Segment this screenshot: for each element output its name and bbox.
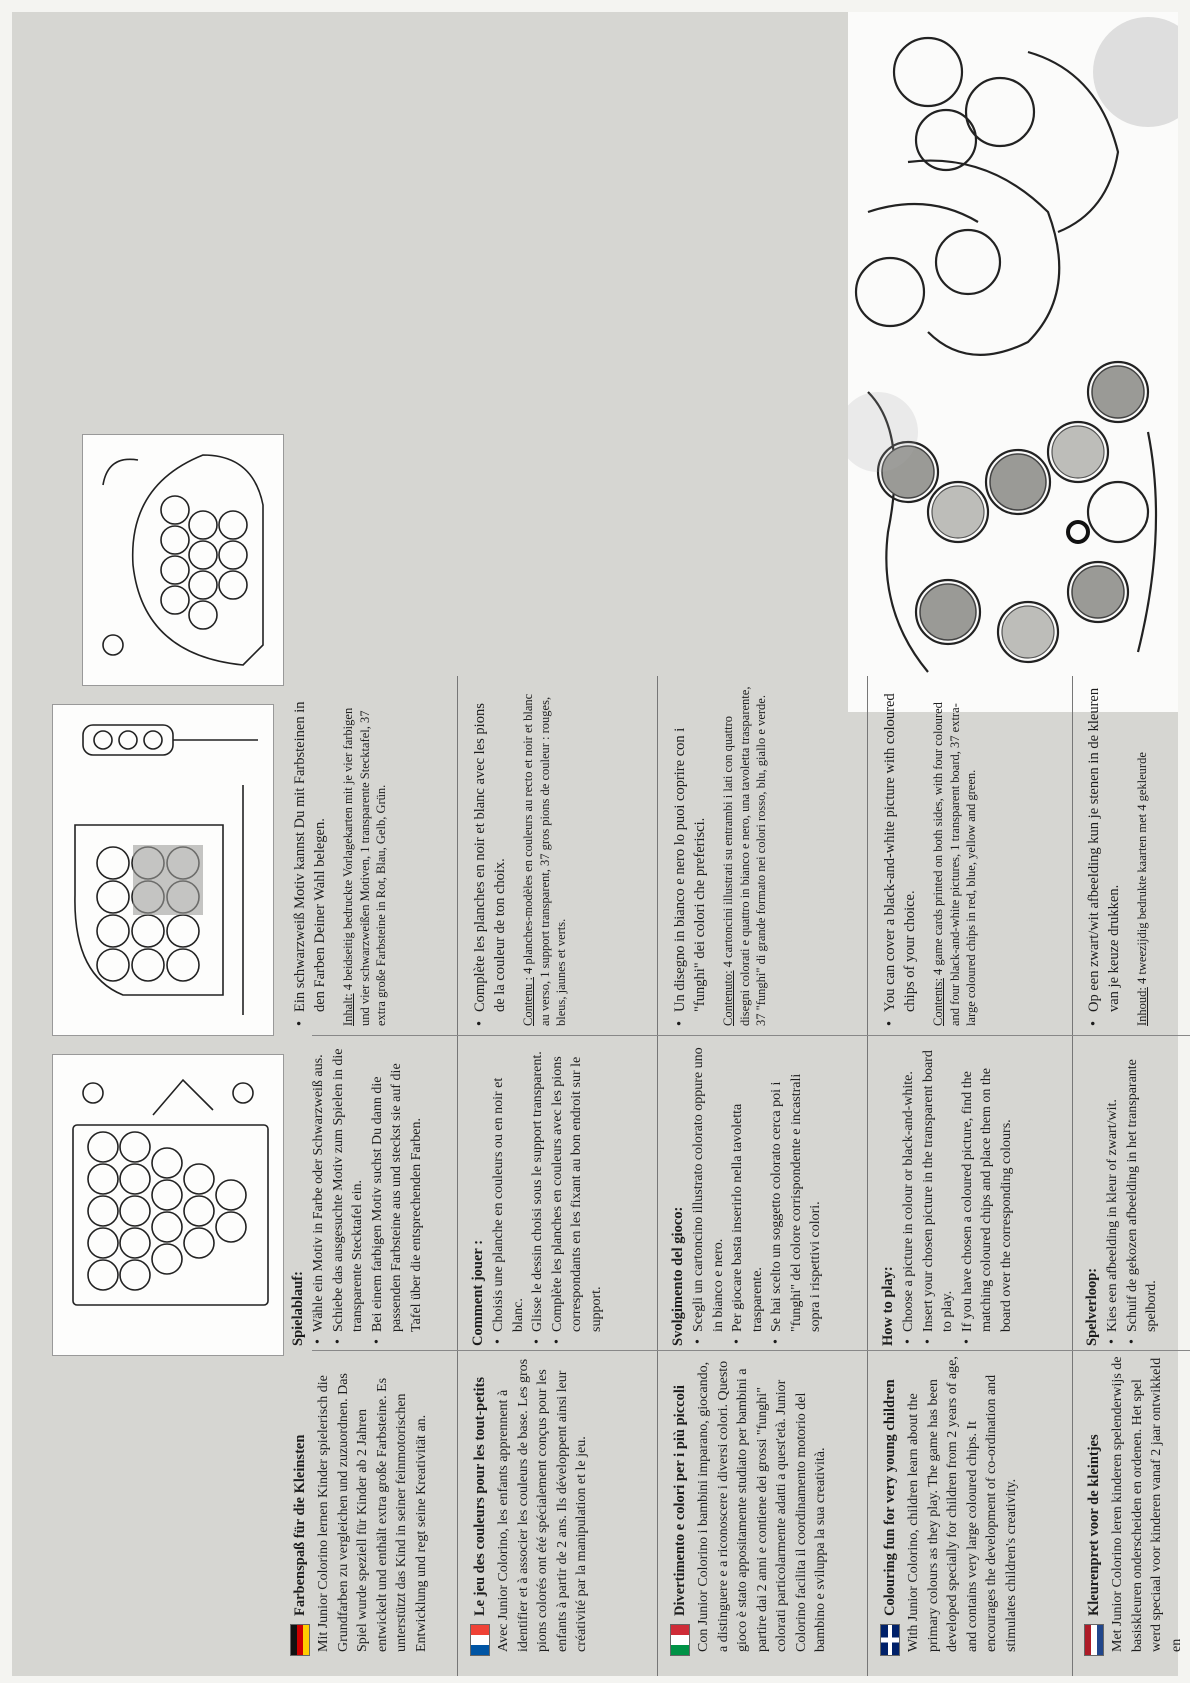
contents-text: Inhoud: 4 tweezijdig bedrukte kaarten met 4 gekleurde (1135, 752, 1149, 1026)
car-drawing (53, 705, 273, 1035)
rotated-content (12, 12, 1184, 1676)
bullet-text: • You can cover a black-and-white picture with coloured chips of your choice. (880, 686, 920, 1026)
step-item: • Glisse le dessin choisi sous le support transparent. (528, 1046, 548, 1332)
play-title: Spelverloop: (1084, 1267, 1100, 1346)
contents-text: Contenuto: 4 cartoncini illustrati su entrambi i lati con quattro disegni colorati e quattro in bianco e nero, una tavoletta trasparente, 37 "funghi" di grande formato nei colori rosso, blu, giallo e verde. (721, 686, 768, 1026)
step-item: • Choose a picture in colour or black-and-white. (899, 1046, 919, 1332)
section-heading: Farbenspaß für die Kleinsten (290, 1356, 310, 1656)
intro-text: Mit Junior Colorino lernen Kinder spielerisch die Grundfarben zu vergleichen und zuzuordnen. Das Spiel wurde speziell für Kinder ab 2 Jahren entwickelt und enthält extra große Farbsteine. Es unterstützt das Kind in seiner feinmotorischen Entwicklung und regt seine Kreativität an. (316, 1373, 429, 1652)
flag-uk-icon (880, 1624, 900, 1656)
step-item: • Per giocare basta inserirlo nella tavoletta trasparente. (728, 1046, 767, 1332)
step-item: • Schiebe das ausgesuchte Motiv zum Spielen in die transparente Stecktafel ein. (329, 1046, 368, 1332)
step-item: • Se hai scelto un soggetto colorato cerca poi i "funghi" del colore corrispondente e incastrali sopra i rispettivi colori. (767, 1046, 826, 1332)
column-separator (312, 1350, 1190, 1351)
step-item: • Insert your chosen picture in the transparent board to play. (919, 1046, 958, 1332)
bullet-text: • Ein schwarzweiß Motiv kannst Du mit Farbsteinen in den Farben Deiner Wahl belegen. (290, 686, 330, 1026)
step-item: • Wähle ein Motiv in Farbe oder Schwarzweiß aus. (309, 1046, 329, 1332)
tower-drawing (53, 1055, 283, 1355)
section-heading: Colouring fun for very young children (880, 1356, 900, 1656)
flag-it-icon (670, 1624, 690, 1656)
row-separator (457, 676, 458, 1676)
play-title: Comment jouer : (470, 1239, 486, 1346)
thumbnail-car (52, 704, 274, 1036)
step-item: • Scegli un cartoncino illustrato colorato oppure uno in bianco e nero. (689, 1046, 728, 1332)
intro-text: Avec Junior Colorino, les enfants apprennent à identifier et à associer les couleurs de base. Les gros pions colorés ont été spécialement conçus pour les enfants à partir de 2 ans. Ils développent ainsi leur créativité par la manipulation et le jeu. (496, 1358, 589, 1652)
intro-text: With Junior Colorino, children learn about the primary colours as they play. The game has been developed specially for children from 2 years of age, and contains very large coloured chips. It encourages the development of co-ordination and stimulates children's creativity. (906, 1356, 1019, 1652)
bullet-text: • Complète les planches en noir et blanc avec les pions de la couleur de ton choix. (470, 686, 510, 1026)
flag-nl-icon (1084, 1624, 1104, 1656)
steps-list (489, 1046, 606, 1346)
thumbnail-tower (52, 1054, 284, 1356)
step-item: • Choisis une planche en couleurs ou en noir et blanc. (489, 1046, 528, 1332)
steps-list (689, 1046, 826, 1346)
intro-text: Con Junior Colorino i bambini imparano, giocando, a distinguere e a riconoscere i diversi colori. Questo gioco è stato appositamente studiato per bambini a partire dai 2 anni e contiene dei grossi "funghi" colorati particolarmente adatti a quest'età. Junior Colorino facilita il coordinamento motorio del bambino e sviluppa la sua creatività. (696, 1360, 828, 1652)
step-item: • Complète les planches en couleurs avec les pions correspondants en les fixant au bon endroit sur le support. (548, 1046, 607, 1332)
row-separator (1072, 676, 1073, 1676)
row-separator (657, 676, 658, 1676)
step-item: • Kies een afbeelding in kleur of zwart/wit. (1103, 1046, 1123, 1332)
flag-de-icon (290, 1624, 310, 1656)
section-heading: Kleurenpret voor de kleintjes (1084, 1356, 1104, 1656)
play-title: Spielablauf: (290, 1271, 306, 1346)
section-heading: Divertimento e colori per i più piccoli (670, 1356, 690, 1656)
contents-text: Contenu : 4 planches-modèles en couleurs au recto et noir et blanc au verso, 1 support transparent, 37 gros pions de couleur : rouges, bleus, jaunes et verts. (521, 693, 568, 1026)
steps-list (309, 1046, 426, 1346)
step-item: • Schuif de gekozen afbeelding in het transparante spelbord. (1123, 1046, 1162, 1332)
contents-text: Contents: 4 game cards printed on both sides, with four coloured and four black-and-white pictures, 1 transparent board, 37 extra-large coloured chips in red, blue, yellow and green. (931, 702, 978, 1026)
steps-list (899, 1046, 1016, 1346)
thumbnail-dog (82, 434, 284, 686)
play-title: Svolgimento del gioco: (670, 1206, 686, 1346)
contents-text: Inhalt: 4 beidseitig bedruckte Vorlagekarten mit je vier farbigen und vier schwarzweißen Motiven, 1 transparente Stecktafel, 37 extra große Farbsteine in Rot, Blau, Gelb, Grün. (341, 707, 388, 1026)
step-item: • Bei einem farbigen Motiv suchst Du dann die passenden Farbsteine aus und steckst sie auf die Tafel über die entsprechenden Farben. (368, 1046, 427, 1332)
column-separator (312, 1035, 1190, 1036)
step-item: • If you have chosen a coloured picture, find the matching coloured chips and place them on the board over the corresponding colours. (958, 1046, 1017, 1332)
bullet-text: • Un disegno in bianco e nero lo puoi coprire con i "funghi" dei colori che preferisci. (670, 686, 710, 1026)
steps-list (1103, 1046, 1162, 1346)
section-heading: Le jeu des couleurs pour les tout-petits (470, 1356, 490, 1656)
play-title: How to play: (880, 1266, 896, 1346)
flag-fr-icon (470, 1624, 490, 1656)
dog-drawing (83, 435, 283, 685)
intro-text: Met Junior Colorino leren kinderen spelenderwijs de basiskleuren onderscheiden en ordenen. Het spel werd speciaal voor kinderen vanaf 2 jaar ontwikkeld en (1110, 1356, 1184, 1652)
bullet-text: • Op een zwart/wit afbeelding kun je stenen in de kleuren van je keuze drukken. (1084, 686, 1124, 1026)
row-separator (867, 676, 868, 1676)
